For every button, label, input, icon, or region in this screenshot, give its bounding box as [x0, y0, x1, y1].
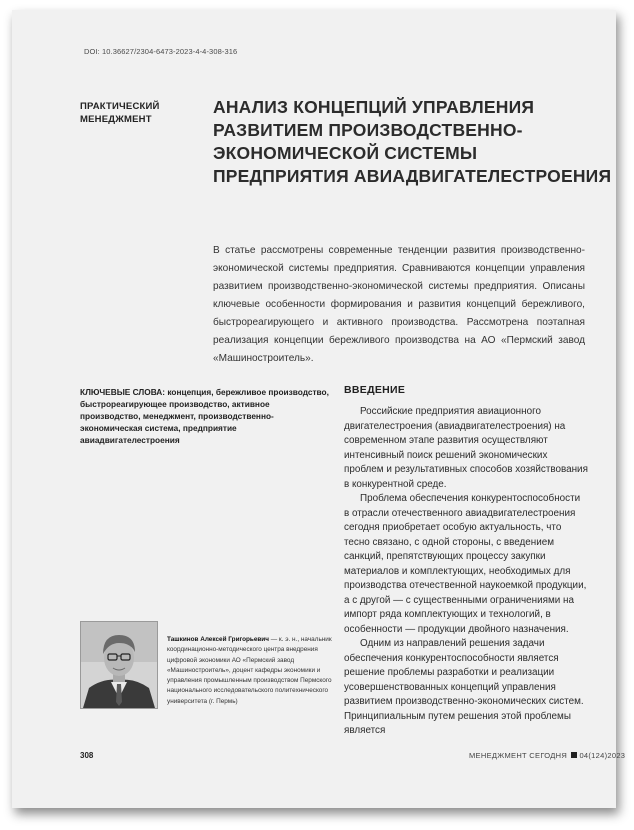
author-description: — к. э. н., начальник координационно-методического центра внедрения цифровой экономики АО «Пермский завод «Машиностроитель», доцент кафедры экономики и управления промышленным производством Пермского национального исследовательского политехнического университета (г. Пермь) [167, 636, 332, 705]
article-title: АНАЛИЗ КОНЦЕПЦИЙ УПРАВЛЕНИЯ РАЗВИТИЕМ ПРОИЗВОДСТВЕННО-ЭКОНОМИЧЕСКОЙ СИСТЕМЫ ПРЕДПРИЯТИЯ АВИАДВИГАТЕЛЕСТРОЕНИЯ [213, 97, 612, 186]
introduction-body [344, 405, 588, 739]
author-bio [167, 635, 335, 707]
author-portrait-image [81, 622, 157, 708]
journal-page [12, 10, 626, 808]
author-name: Ташкинов Алексей Григорьевич [167, 636, 269, 643]
introduction-heading: ВВЕДЕНИЕ [344, 384, 406, 396]
journal-issue: 04(124)2023 [579, 751, 626, 760]
body-paragraph: Одним из направлений решения задачи обеспечения конкурентоспособности является решение проблемы разработки и реализации усовершенствованных концепций управления развитием производственно-экономических систем. Принципиальным путем решения этой проблемы является [344, 638, 584, 736]
author-photo [80, 621, 158, 709]
article-abstract: В статье рассмотрены современные тенденции развития производственно-экономической системы предприятия. Сравниваются концепции управления развитием производственно-экономической системы предприятия. Описаны ключевые особенности формирования и развития концепций бережливого, быстрореагирующего и активного производства. Рассмотрена поэтапная реализация концепции бережливого производства на АО «Пермский завод «Машиностроитель». [213, 245, 585, 364]
body-paragraph: Проблема обеспечения конкурентоспособности в отрасли отечественного авиадвигателестроения сегодня приобретает особую актуальность, что тесно связано, с одной стороны, с введением санкций, препятствующих процессу закупки материалов и комплектующих, необходимых для производства отечественной наукоемкой продукции, а с другой — с существенными ограничениями на импорт ряда комплектующих и технологий, в особенности — продукции двойного назначения. [344, 493, 587, 635]
body-paragraph: Российские предприятия авиационного двигателестроения (авиадвигателестроения) на современном этапе развития осуществляют интенсивный поиск решений экономических проблем и результативных способов хозяйствования в конкурентной среде. [344, 406, 588, 490]
keywords: КЛЮЧЕВЫЕ СЛОВА: концепция, бережливое производство, быстрореагирующее производство, активное производство, менеджмент, производственно-экономическая система, предприятие авиадвигателестроения [80, 387, 329, 445]
page-number: 308 [80, 751, 94, 760]
journal-footer [469, 751, 625, 760]
square-bullet-icon [571, 752, 577, 758]
journal-name: МЕНЕДЖМЕНТ СЕГОДНЯ [469, 751, 568, 760]
doi-line: DOI: 10.36627/2304-6473-2023-4-4-308-316 [84, 47, 238, 56]
section-label: ПРАКТИЧЕСКИЙ МЕНЕДЖМЕНТ [80, 101, 160, 125]
